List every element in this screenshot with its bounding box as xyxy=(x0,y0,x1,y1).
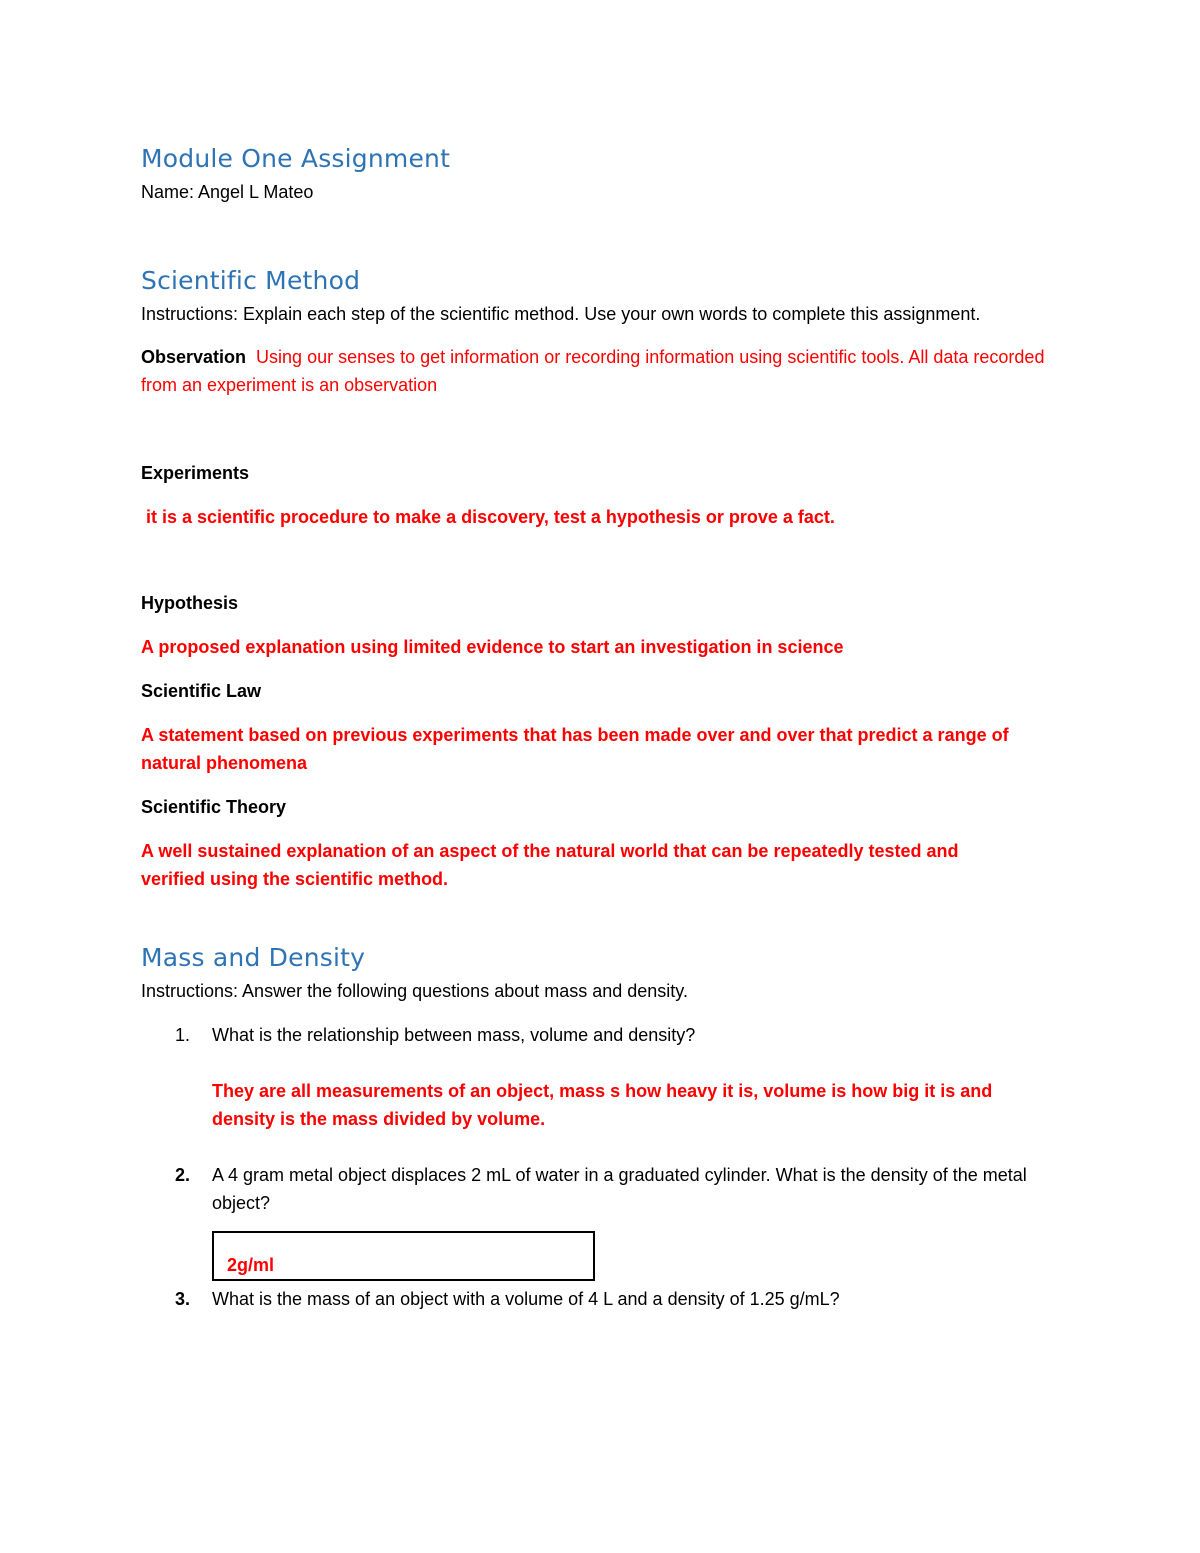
question-1 xyxy=(141,1021,1061,1133)
mass-density-heading: Mass and Density xyxy=(141,943,366,972)
density-answer-box[interactable] xyxy=(212,1231,595,1281)
question-number: 3. xyxy=(175,1289,191,1309)
observation-block xyxy=(141,343,1051,399)
scientific-theory-label: Scientific Theory xyxy=(141,797,287,817)
observation-label: Observation xyxy=(141,347,247,367)
name-line: Name: Angel L Mateo xyxy=(141,182,314,202)
scientific-law-label: Scientific Law xyxy=(141,681,262,701)
question-3 xyxy=(141,1285,1061,1313)
question-number: 2. xyxy=(175,1165,191,1185)
scientific-law-answer: A statement based on previous experiments that has been made over and over that predict a range of natural phenomena xyxy=(141,725,1009,773)
question-1-answer: They are all measurements of an object, mass s how heavy it is, volume is how big it is and density is the mass divided by volume. xyxy=(212,1081,993,1129)
experiments-label: Experiments xyxy=(141,463,250,483)
scientific-method-heading: Scientific Method xyxy=(141,266,361,295)
question-text: What is the relationship between mass, volume and density? xyxy=(212,1025,696,1045)
question-text: A 4 gram metal object displaces 2 mL of water in a graduated cylinder. What is the density of the metal object? xyxy=(212,1165,1027,1213)
hypothesis-label: Hypothesis xyxy=(141,593,239,613)
spacer xyxy=(141,1133,1061,1161)
experiments-answer: it is a scientific procedure to make a discovery, test a hypothesis or prove a fact. xyxy=(146,507,835,527)
document-title: Module One Assignment xyxy=(141,144,451,173)
scientific-theory-answer: A well sustained explanation of an aspect of the natural world that can be repeatedly tested and verified using the scientific method. xyxy=(141,841,959,889)
scientific-method-instructions: Instructions: Explain each step of the scientific method. Use your own words to complete this assignment. xyxy=(141,304,981,324)
question-number: 1. xyxy=(175,1025,191,1045)
hypothesis-answer: A proposed explanation using limited evidence to start an investigation in science xyxy=(141,637,844,657)
document-page xyxy=(141,140,1061,1313)
question-2 xyxy=(141,1161,1062,1217)
density-answer: 2g/ml xyxy=(227,1255,275,1275)
observation-answer: Using our senses to get information or recording information using scientific tools. All data recorded from an experiment is an observation xyxy=(141,347,1045,395)
question-list xyxy=(141,1021,1061,1217)
mass-density-instructions: Instructions: Answer the following questions about mass and density. xyxy=(141,981,688,1001)
question-text: What is the mass of an object with a volume of 4 L and a density of 1.25 g/mL? xyxy=(212,1289,840,1309)
